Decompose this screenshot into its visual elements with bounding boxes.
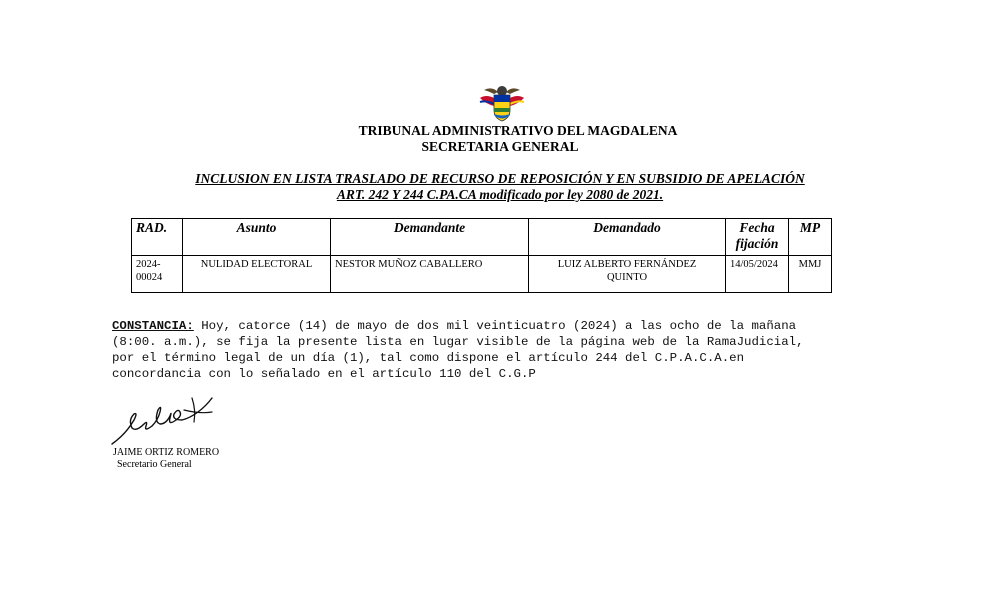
cell-demandado [529, 256, 726, 293]
cell-rad-l2: 00024 [136, 272, 163, 283]
notice-title-line2: ART. 242 Y 244 C.PA.CA modificado por ley 2080 de 2021. [336, 187, 664, 202]
cell-fecha: 14/05/2024 [726, 256, 789, 293]
office-name: SECRETARIA GENERAL [421, 139, 579, 154]
header-demandante: Demandante [331, 219, 529, 256]
handwritten-signature [108, 390, 218, 450]
constancia-line3: por el término legal de un día (1), tal como dispone el artículo 244 del C.P.A.C.A.en [112, 351, 745, 365]
constancia-label: CONSTANCIA: [112, 319, 194, 333]
constancia-line4: concordancia con lo señalado en el artículo 110 del C.G.P [112, 367, 536, 381]
header-fecha [726, 219, 789, 256]
table-row [132, 256, 832, 293]
constancia-line2: (8:00. a.m.), se fija la presente lista en lugar visible de la página web de la RamaJudicial, [112, 335, 804, 349]
header-mp: MP [789, 219, 832, 256]
constancia-line1 [112, 318, 897, 334]
header-fecha-l1: Fecha [739, 220, 775, 235]
cell-demandado-l2: QUINTO [606, 272, 648, 283]
header-asunto: Asunto [183, 219, 331, 256]
cell-demandante: NESTOR MUÑOZ CABALLERO [331, 256, 529, 293]
signer-role: Secretario General [117, 459, 192, 470]
header-demandado: Demandado [529, 219, 726, 256]
header-fecha-l2: fijación [735, 236, 779, 251]
constancia-paragraph [112, 318, 897, 382]
cell-rad [132, 256, 183, 293]
header-rad: RAD. [132, 219, 183, 256]
table-header-row [132, 219, 832, 256]
cases-table [131, 218, 832, 293]
cell-demandado-l1: LUIZ ALBERTO FERNÁNDEZ [557, 259, 697, 270]
cell-mp: MMJ [789, 256, 832, 293]
notice-title-line1: INCLUSION EN LISTA TRASLADO DE RECURSO DE REPOSICIÓN Y EN SUBSIDIO DE APELACIÓN [195, 171, 805, 186]
coat-of-arms-icon [478, 84, 526, 124]
constancia-line1-text: Hoy, catorce (14) de mayo de dos mil veinticuatro (2024) a las ocho de la mañana [193, 319, 797, 333]
signer-name: JAIME ORTIZ ROMERO [113, 447, 220, 458]
cell-rad-l1: 2024- [136, 259, 161, 270]
court-name: TRIBUNAL ADMINISTRATIVO DEL MAGDALENA [358, 123, 678, 138]
cell-asunto: NULIDAD ELECTORAL [183, 256, 331, 293]
